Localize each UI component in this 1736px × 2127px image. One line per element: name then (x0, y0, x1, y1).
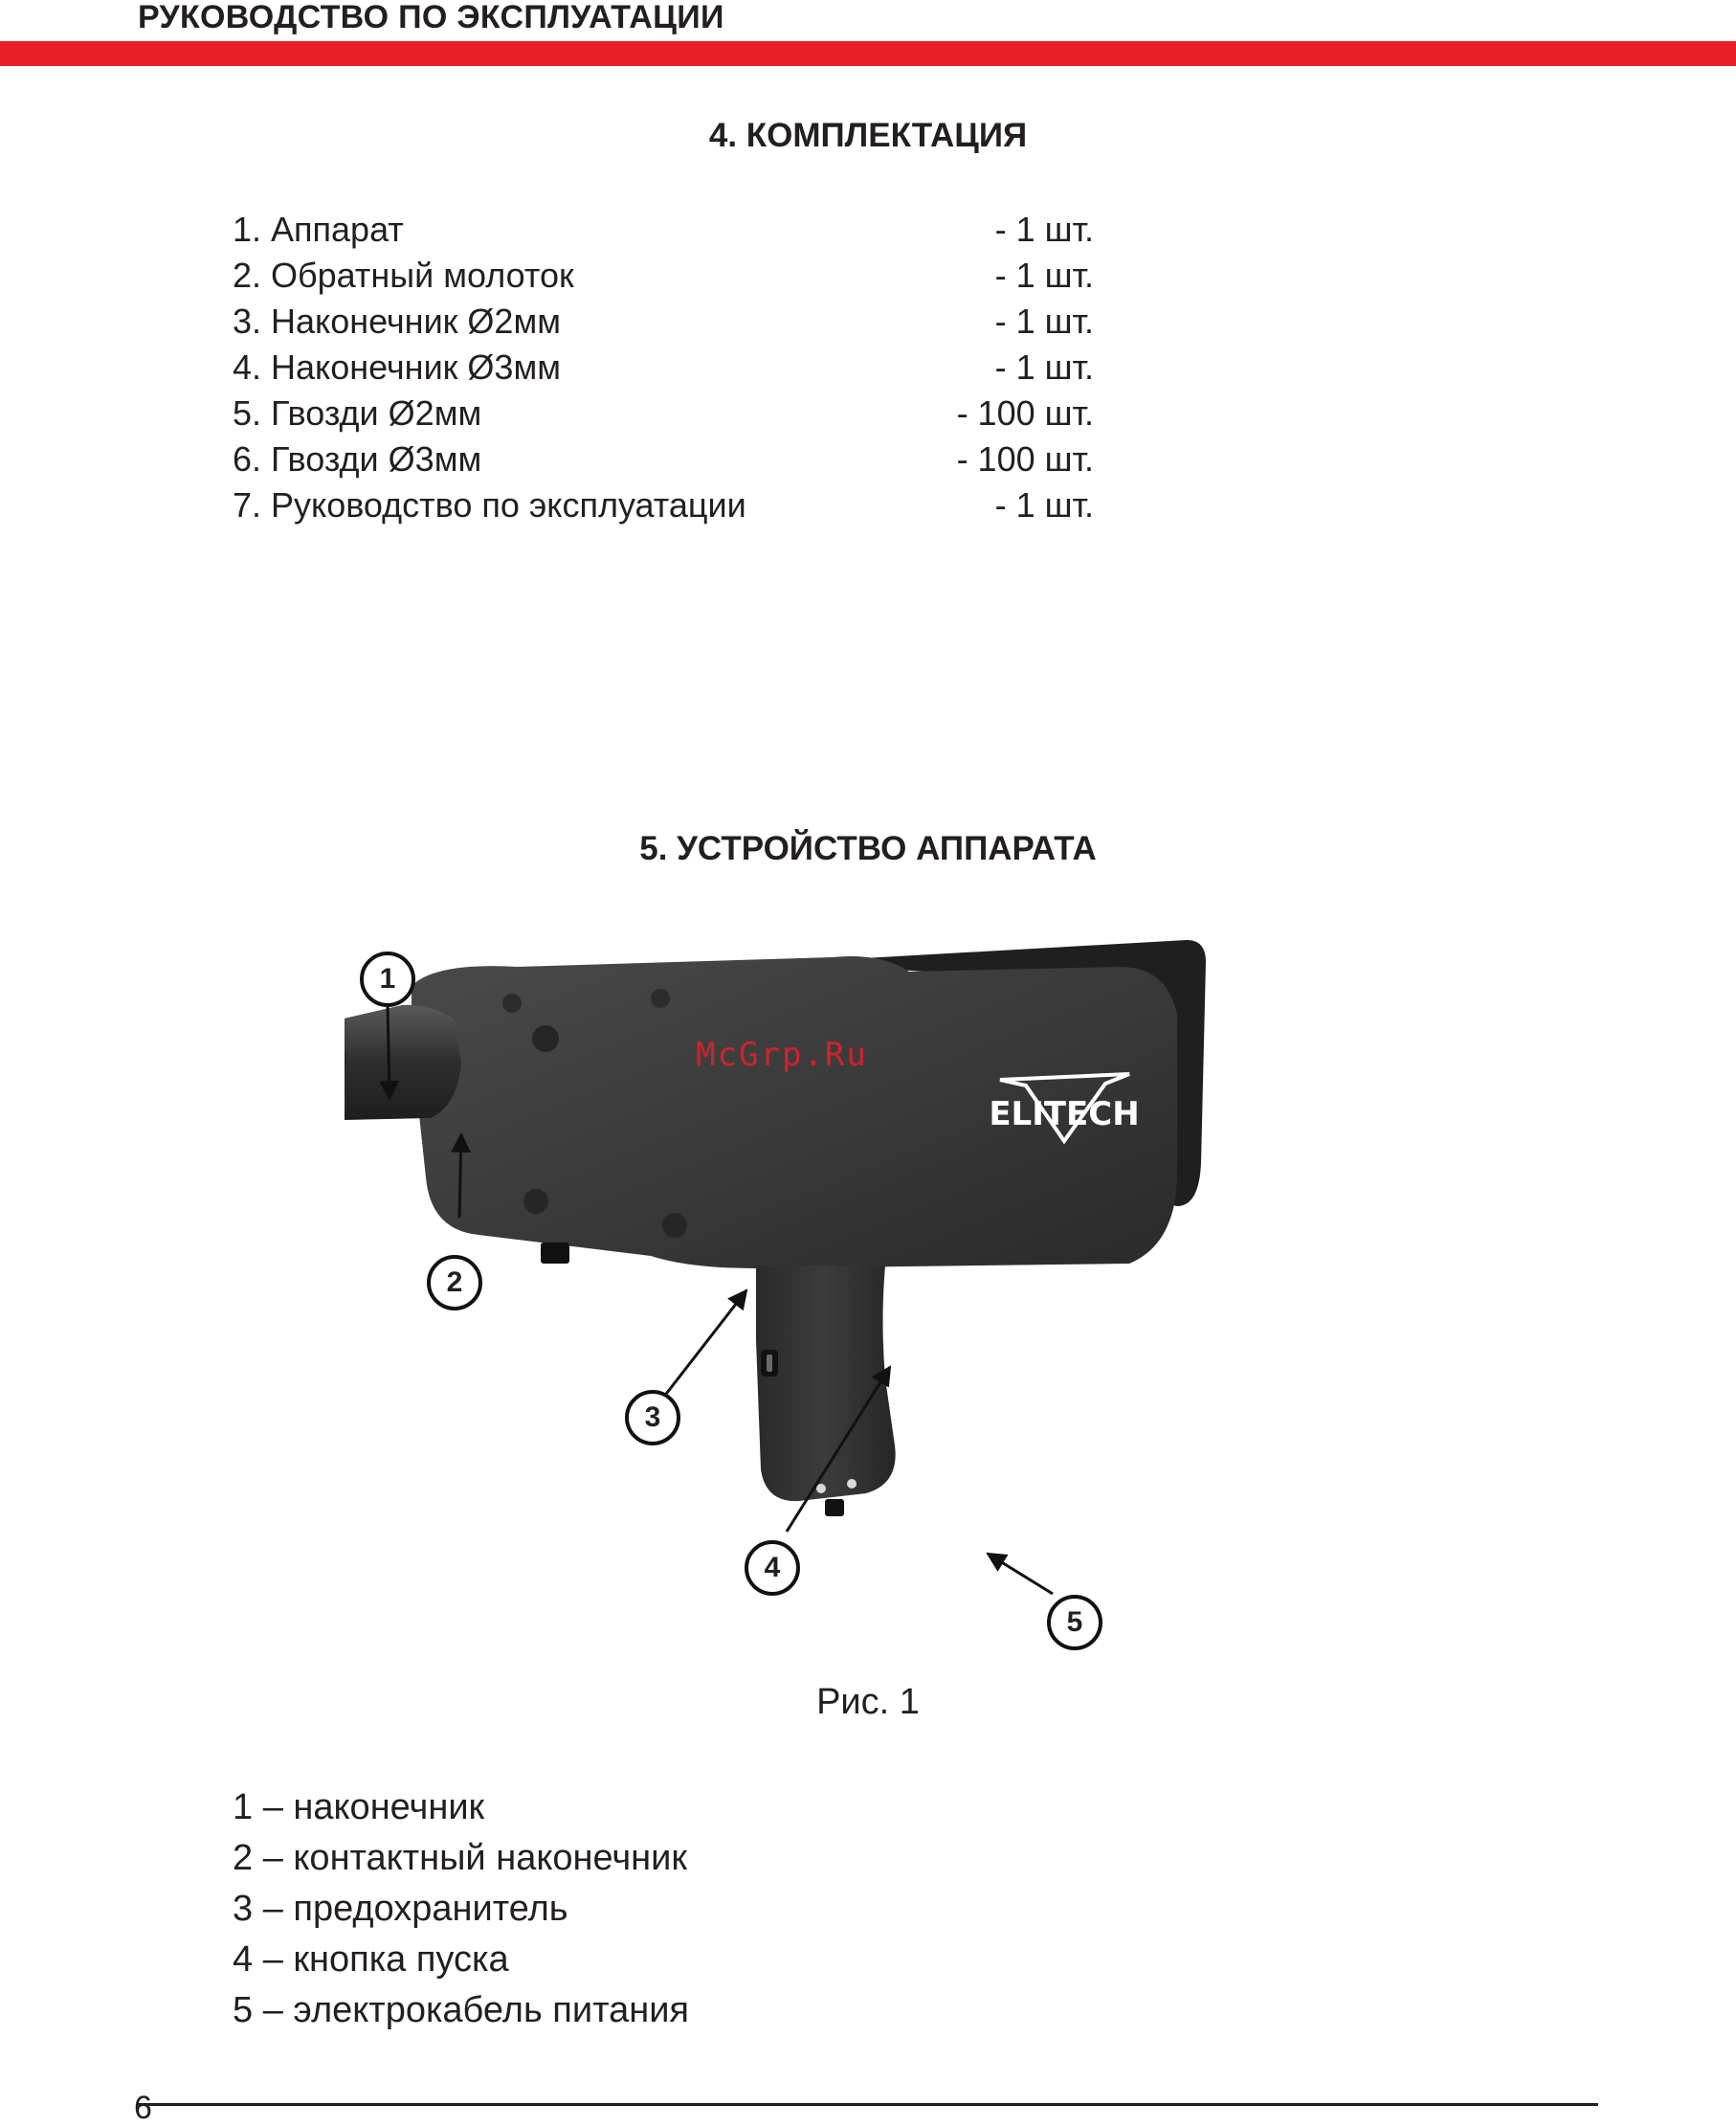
kit-item-name: 3. Наконечник Ø2мм (233, 302, 561, 341)
kit-list (233, 207, 1094, 528)
housing-boss-icon (502, 994, 522, 1013)
kit-item (233, 299, 1094, 345)
start-button-highlight (767, 1355, 772, 1372)
screw-icon (816, 1484, 826, 1493)
kit-item (233, 207, 1094, 253)
kit-item-qty: - 1 шт. (994, 210, 1094, 249)
kit-section-title: 4. КОМПЛЕКТАЦИЯ (708, 117, 1028, 154)
callout-number: 4 (764, 1552, 781, 1583)
kit-item (233, 437, 1094, 482)
housing-boss-icon (532, 1025, 559, 1052)
callout-5 (1047, 1595, 1102, 1650)
cable-icon (825, 1499, 844, 1516)
safety-switch-icon (541, 1243, 569, 1264)
callout-number: 2 (446, 1266, 463, 1298)
kit-item-name: 4. Наконечник Ø3мм (233, 347, 561, 387)
kit-item (233, 482, 1094, 528)
figure-legend (233, 1782, 689, 2036)
kit-item-name: 2. Обратный молоток (233, 256, 574, 295)
callout-number: 1 (379, 963, 396, 995)
kit-item-name: 5. Гвозди Ø2мм (233, 393, 482, 433)
screw-icon (847, 1479, 857, 1489)
nozzle-sleeve (345, 1053, 346, 1110)
header-red-bar (0, 41, 1736, 66)
housing-boss-icon (523, 1189, 548, 1214)
kit-item-name: 7. Руководство по эксплуатации (233, 485, 746, 525)
kit-item-qty: - 1 шт. (994, 256, 1094, 295)
device-section-title: 5. УСТРОЙСТВО АППАРАТА (639, 830, 1097, 867)
legend-item: 2 – контактный наконечник (233, 1838, 687, 1878)
callout-1 (360, 952, 415, 1007)
callout-number: 3 (644, 1401, 661, 1433)
callout-arrow-1 (388, 1004, 389, 1099)
figure-caption: Рис. 1 (816, 1682, 920, 1722)
kit-item-qty: - 100 шт. (956, 439, 1094, 479)
kit-item (233, 391, 1094, 437)
callout-arrow-3 (654, 1290, 746, 1410)
kit-item-qty: - 1 шт. (994, 485, 1094, 525)
device-handle (756, 1265, 896, 1501)
callout-arrow-5 (988, 1554, 1053, 1594)
device-illustration (345, 940, 1206, 1516)
kit-item (233, 345, 1094, 391)
housing-boss-icon (662, 1213, 687, 1238)
page-number: 6 (134, 2090, 152, 2126)
watermark-text: McGrp.Ru (696, 1036, 868, 1074)
housing-boss-icon (651, 989, 670, 1008)
footer-rule (138, 2103, 1598, 2106)
kit-item-name: 6. Гвозди Ø3мм (233, 439, 482, 479)
legend-item: 3 – предохранитель (233, 1889, 568, 1929)
callout-number: 5 (1066, 1606, 1083, 1638)
kit-item-qty: - 100 шт. (956, 393, 1094, 433)
kit-item-qty: - 1 шт. (994, 302, 1094, 341)
callout-3 (625, 1390, 680, 1445)
document-header-title: РУКОВОДСТВО ПО ЭКСПЛУАТАЦИИ (138, 0, 724, 35)
callout-arrow-2 (459, 1134, 461, 1218)
callout-2 (427, 1255, 482, 1310)
callout-4 (745, 1540, 800, 1596)
legend-item: 5 – электрокабель питания (233, 1990, 690, 2030)
kit-item-name: 1. Аппарат (233, 210, 404, 249)
kit-item (233, 253, 1094, 299)
kit-item-qty: - 1 шт. (994, 347, 1094, 387)
nozzle-collar (345, 1005, 461, 1120)
legend-item: 4 – кнопка пуска (233, 1939, 509, 1980)
legend-item: 1 – наконечник (233, 1787, 485, 1827)
svg-text:ELITECH: ELITECH (989, 1095, 1140, 1133)
